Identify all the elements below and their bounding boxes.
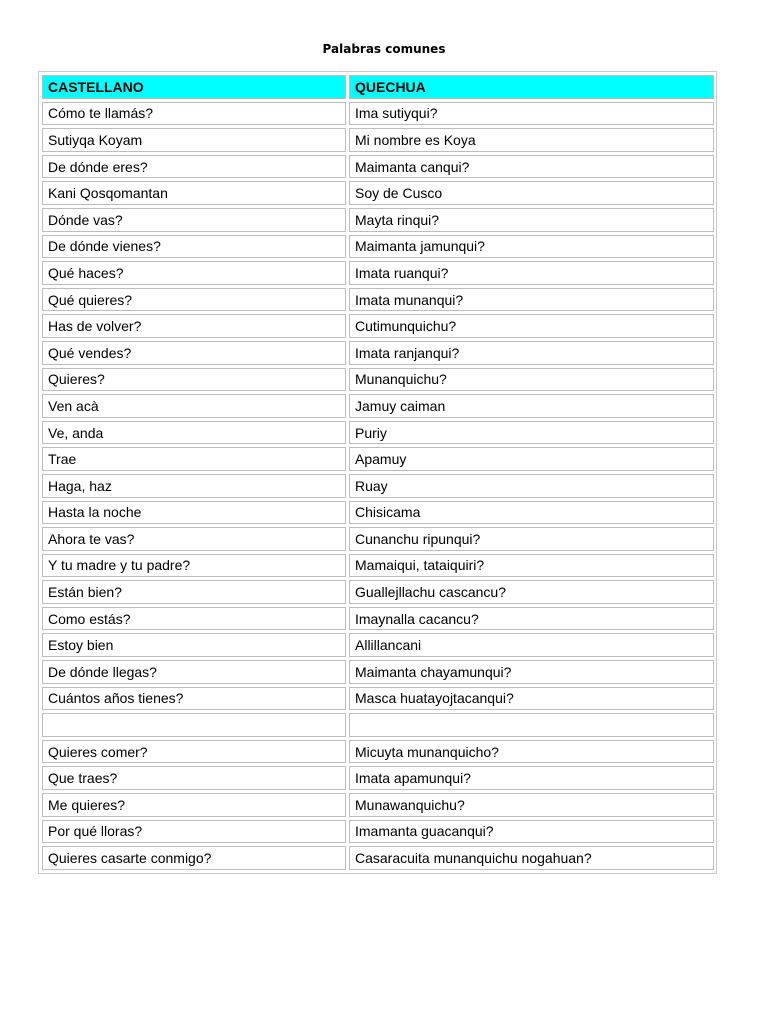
cell-castellano: De dónde vienes? xyxy=(42,235,346,259)
cell-castellano: Ven acà xyxy=(42,394,346,418)
cell-quechua: Casaracuita munanquichu nogahuan? xyxy=(349,846,714,870)
table-row xyxy=(42,288,714,312)
cell-quechua: Mi nombre es Koya xyxy=(349,128,714,152)
cell-quechua: Imamanta guacanqui? xyxy=(349,820,714,844)
table-header-row xyxy=(42,75,714,99)
cell-quechua: Apamuy xyxy=(349,447,714,471)
table-row xyxy=(42,447,714,471)
cell-quechua: Soy de Cusco xyxy=(349,181,714,205)
table-row xyxy=(42,421,714,445)
cell-castellano: Qué quieres? xyxy=(42,288,346,312)
cell-castellano: Quieres? xyxy=(42,368,346,392)
table-row xyxy=(42,660,714,684)
table-row xyxy=(42,766,714,790)
table-row xyxy=(42,155,714,179)
table-body xyxy=(42,102,714,870)
cell-quechua: Maimanta canqui? xyxy=(349,155,714,179)
cell-castellano: Me quieres? xyxy=(42,793,346,817)
table-row xyxy=(42,820,714,844)
cell-castellano: Qué haces? xyxy=(42,261,346,285)
cell-quechua: Micuyta munanquicho? xyxy=(349,740,714,764)
phrase-table-container xyxy=(38,71,717,874)
cell-quechua: Mamaiqui, tataiquiri? xyxy=(349,554,714,578)
cell-quechua: Imaynalla cacancu? xyxy=(349,607,714,631)
table-row xyxy=(42,368,714,392)
cell-quechua: Maimanta jamunqui? xyxy=(349,235,714,259)
table-row xyxy=(42,181,714,205)
table-row xyxy=(42,713,714,737)
page-title: Palabras comunes xyxy=(322,42,446,56)
table-row xyxy=(42,580,714,604)
table-row xyxy=(42,474,714,498)
cell-castellano: Trae xyxy=(42,447,346,471)
cell-quechua: Imata munanqui? xyxy=(349,288,714,312)
cell-castellano: Que traes? xyxy=(42,766,346,790)
cell-castellano: Sutiyqa Koyam xyxy=(42,128,346,152)
cell-castellano: Quieres casarte conmigo? xyxy=(42,846,346,870)
cell-castellano: De dónde llegas? xyxy=(42,660,346,684)
cell-quechua: Imata ranjanqui? xyxy=(349,341,714,365)
table-row xyxy=(42,846,714,870)
cell-quechua: Cunanchu ripunqui? xyxy=(349,527,714,551)
cell-quechua: Allillancani xyxy=(349,633,714,657)
table-row xyxy=(42,261,714,285)
table-row xyxy=(42,793,714,817)
cell-quechua: Jamuy caiman xyxy=(349,394,714,418)
cell-castellano: Qué vendes? xyxy=(42,341,346,365)
cell-castellano: Y tu madre y tu padre? xyxy=(42,554,346,578)
table-row xyxy=(42,633,714,657)
cell-castellano: Cuántos años tienes? xyxy=(42,687,346,711)
cell-castellano xyxy=(42,713,346,737)
table-row xyxy=(42,607,714,631)
cell-castellano: Están bien? xyxy=(42,580,346,604)
cell-quechua xyxy=(349,713,714,737)
cell-quechua: Mayta rinqui? xyxy=(349,208,714,232)
cell-quechua: Ima sutiyqui? xyxy=(349,102,714,126)
table-row xyxy=(42,501,714,525)
cell-castellano: Quieres comer? xyxy=(42,740,346,764)
table-row xyxy=(42,740,714,764)
cell-castellano: Has de volver? xyxy=(42,314,346,338)
cell-castellano: De dónde eres? xyxy=(42,155,346,179)
phrase-table xyxy=(39,72,717,873)
column-header-quechua: QUECHUA xyxy=(349,75,714,99)
table-row xyxy=(42,208,714,232)
cell-castellano: Por qué lloras? xyxy=(42,820,346,844)
table-row xyxy=(42,314,714,338)
cell-castellano: Ahora te vas? xyxy=(42,527,346,551)
table-row xyxy=(42,102,714,126)
table-row xyxy=(42,554,714,578)
cell-quechua: Puriy xyxy=(349,421,714,445)
cell-quechua: Imata ruanqui? xyxy=(349,261,714,285)
cell-quechua: Masca huatayojtacanqui? xyxy=(349,687,714,711)
cell-quechua: Imata apamunqui? xyxy=(349,766,714,790)
cell-quechua: Ruay xyxy=(349,474,714,498)
table-row xyxy=(42,235,714,259)
cell-quechua: Chisicama xyxy=(349,501,714,525)
cell-castellano: Kani Qosqomantan xyxy=(42,181,346,205)
table-row xyxy=(42,128,714,152)
cell-castellano: Estoy bien xyxy=(42,633,346,657)
column-header-castellano: CASTELLANO xyxy=(42,75,346,99)
cell-quechua: Munanquichu? xyxy=(349,368,714,392)
cell-castellano: Dónde vas? xyxy=(42,208,346,232)
table-row xyxy=(42,687,714,711)
cell-quechua: Cutimunquichu? xyxy=(349,314,714,338)
cell-quechua: Maimanta chayamunqui? xyxy=(349,660,714,684)
cell-castellano: Cómo te llamás? xyxy=(42,102,346,126)
table-row xyxy=(42,341,714,365)
cell-quechua: Munawanquichu? xyxy=(349,793,714,817)
cell-castellano: Haga, haz xyxy=(42,474,346,498)
cell-castellano: Hasta la noche xyxy=(42,501,346,525)
cell-castellano: Ve, anda xyxy=(42,421,346,445)
table-row xyxy=(42,394,714,418)
table-row xyxy=(42,527,714,551)
cell-castellano: Como estás? xyxy=(42,607,346,631)
cell-quechua: Guallejllachu cascancu? xyxy=(349,580,714,604)
